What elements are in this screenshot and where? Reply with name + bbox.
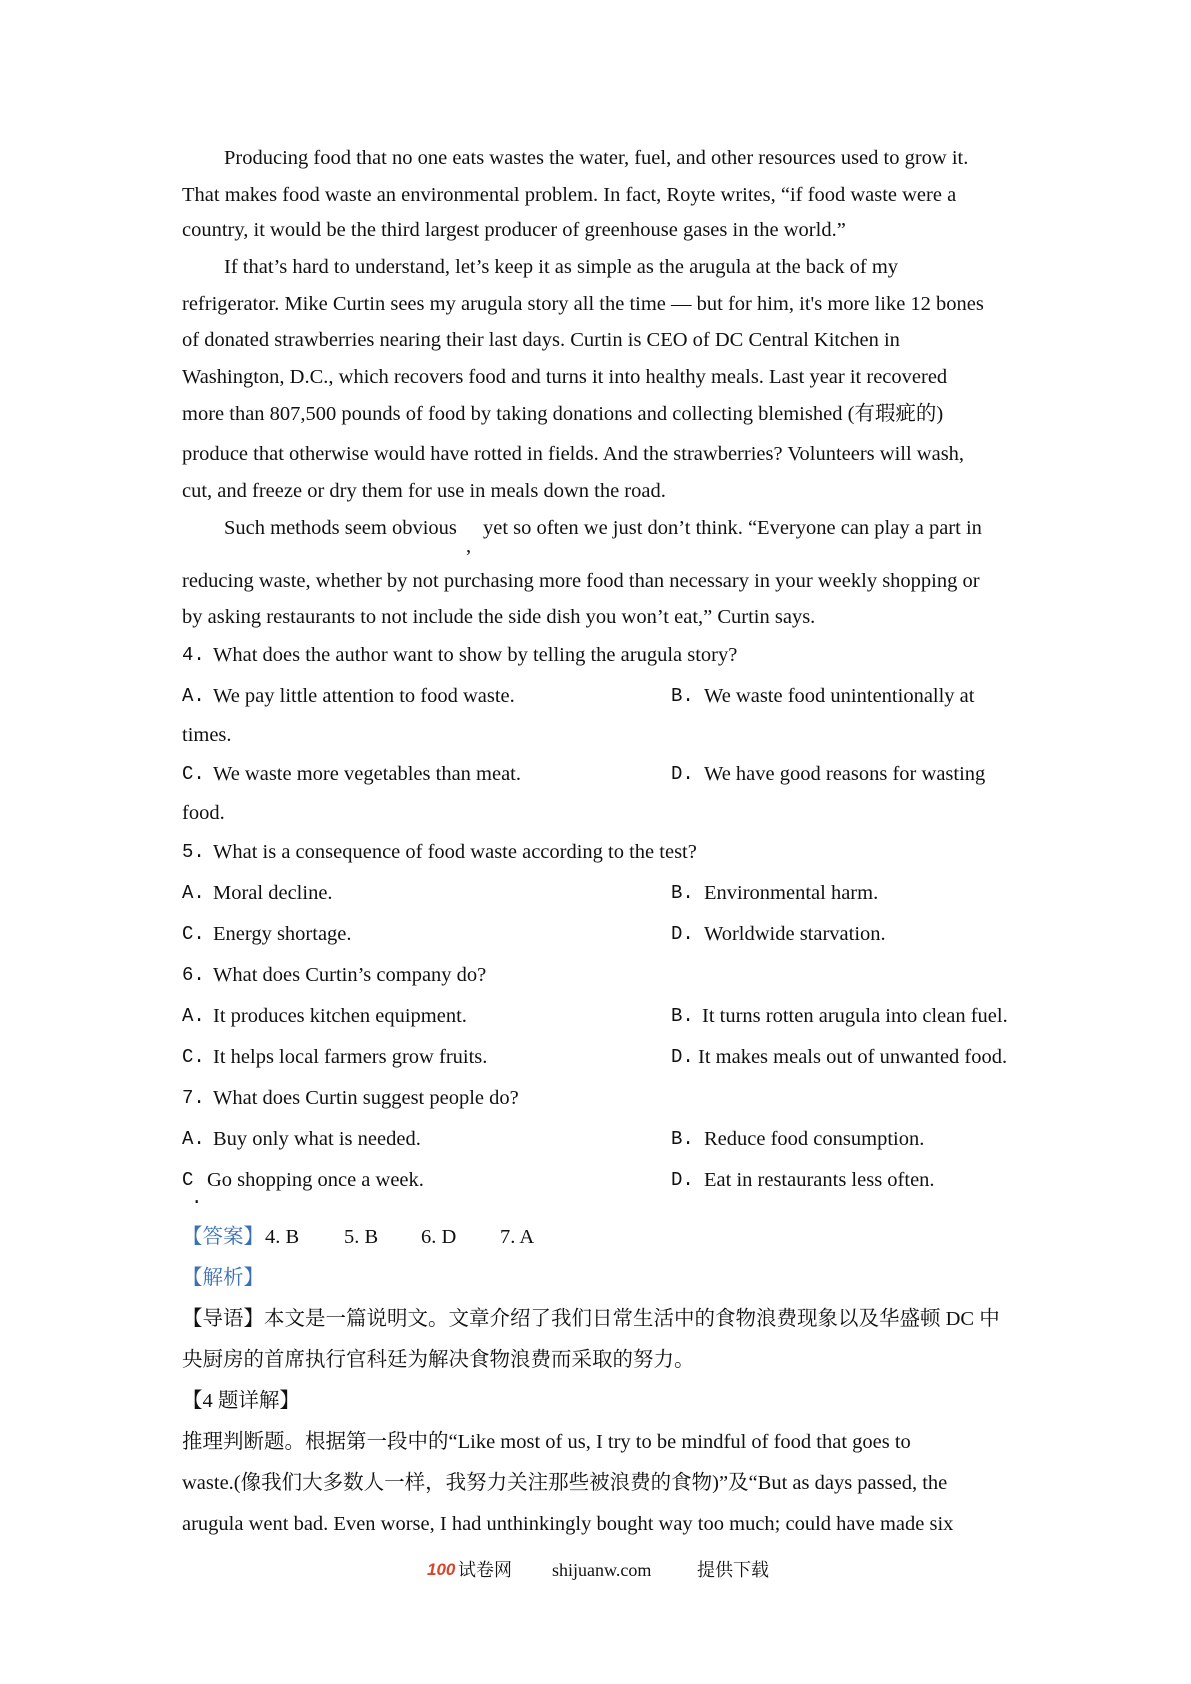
- question-text: What does Curtin’s company do?: [213, 964, 487, 986]
- displaced-comma: ,: [466, 535, 472, 557]
- passage-line: of donated strawberries nearing their last days. Curtin is CEO of DC Central Kitchen in: [182, 329, 900, 351]
- option-text: We waste more vegetables than meat.: [213, 763, 522, 785]
- option-letter: A.: [182, 1128, 205, 1150]
- option-letter: A.: [182, 1005, 205, 1027]
- option-text: Eat in restaurants less often.: [704, 1169, 935, 1191]
- question-number: 4.: [182, 644, 205, 666]
- option-text: Energy shortage.: [213, 923, 352, 945]
- passage-line: That makes food waste an environmental problem. In fact, Royte writes, “if food waste were a: [182, 184, 957, 206]
- question-number: 5.: [182, 841, 205, 863]
- question-number: 6.: [182, 964, 205, 986]
- passage-line: country, it would be the third largest producer of greenhouse gases in the world.”: [182, 219, 846, 241]
- option-letter-mark: .: [191, 1187, 203, 1209]
- option-text: It produces kitchen equipment.: [213, 1005, 467, 1027]
- option-text: Environmental harm.: [704, 882, 879, 904]
- option-letter: C: [182, 1169, 194, 1191]
- option-text: We have good reasons for wasting: [704, 763, 986, 785]
- passage-line: Producing food that no one eats wastes the water, fuel, and other resources used to grow it.: [224, 147, 969, 169]
- option-text: We pay little attention to food waste.: [213, 685, 515, 707]
- detail-line: waste.(像我们大多数人一样，我努力关注那些被浪费的食物)”及“But as days passed, the: [182, 1472, 948, 1494]
- intro-line: [182, 1307, 1000, 1331]
- passage-line: Washington, D.C., which recovers food and turns it into healthy meals. Last year it recovered: [182, 366, 948, 388]
- detail-label: 【4 题详解】: [182, 1390, 300, 1412]
- option-letter: B.: [671, 1128, 694, 1150]
- passage-line: yet so often we just don’t think. “Everyone can play a part in: [483, 517, 982, 539]
- option-text: Buy only what is needed.: [213, 1128, 421, 1150]
- passage-line: refrigerator. Mike Curtin sees my arugula story all the time — but for him, it's more like 12 bones: [182, 293, 984, 315]
- option-text: We waste food unintentionally at: [704, 685, 975, 707]
- option-letter: D.: [671, 1046, 694, 1068]
- option-letter: D.: [671, 763, 694, 785]
- analysis-label: 【解析】: [182, 1267, 264, 1289]
- passage-line: Such methods seem obvious: [224, 517, 457, 539]
- option-letter: C.: [182, 1046, 205, 1068]
- intro-label: 【导语】: [182, 1308, 264, 1330]
- passage-line: reducing waste, whether by not purchasing more food than necessary in your weekly shopping or: [182, 570, 980, 592]
- option-text: It helps local farmers grow fruits.: [213, 1046, 488, 1068]
- detail-line: 推理判断题。根据第一段中的“Like most of us, I try to be mindful of food that goes to: [182, 1431, 911, 1453]
- option-letter: D.: [671, 923, 694, 945]
- passage-line: more than 807,500 pounds of food by taking donations and collecting blemished (有瑕疵的): [182, 403, 944, 425]
- option-letter: A.: [182, 882, 205, 904]
- question-text: What does Curtin suggest people do?: [213, 1087, 519, 1109]
- option-text: It makes meals out of unwanted food.: [698, 1046, 1008, 1068]
- answer-item: 5. B: [344, 1226, 379, 1248]
- option-letter: A.: [182, 685, 205, 707]
- question-text: What is a consequence of food waste according to the test?: [213, 841, 697, 863]
- intro-line: 央厨房的首席执行官科廷为解决食物浪费而采取的努力。: [182, 1349, 695, 1371]
- option-letter: C.: [182, 923, 205, 945]
- option-letter: D.: [671, 1169, 694, 1191]
- detail-line: arugula went bad. Even worse, I had unthinkingly bought way too much; could have made six: [182, 1513, 954, 1535]
- answer-item: 7. A: [500, 1226, 535, 1248]
- answer-label: 【答案】: [182, 1226, 264, 1248]
- question-text: What does the author want to show by telling the arugula story?: [213, 644, 738, 666]
- option-text-continued: times.: [182, 724, 232, 746]
- option-text-continued: food.: [182, 802, 225, 824]
- option-letter: B.: [671, 685, 694, 707]
- option-text: Reduce food consumption.: [704, 1128, 925, 1150]
- option-letter: B.: [671, 882, 694, 904]
- passage-line: by asking restaurants to not include the side dish you won’t eat,” Curtin says.: [182, 606, 816, 628]
- passage-line: produce that otherwise would have rotted in fields. And the strawberries? Volunteers will wash,: [182, 443, 965, 465]
- question-number: 7.: [182, 1087, 205, 1109]
- passage-line: cut, and freeze or dry them for use in meals down the road.: [182, 480, 666, 502]
- option-text: Moral decline.: [213, 882, 333, 904]
- option-letter: B.: [671, 1005, 694, 1027]
- answer-item: 6. D: [421, 1226, 457, 1248]
- intro-text: 本文是一篇说明文。文章介绍了我们日常生活中的食物浪费现象以及华盛顿 DC 中: [264, 1308, 1000, 1330]
- site-logo: 100: [427, 1560, 456, 1579]
- option-text: It turns rotten arugula into clean fuel.: [702, 1005, 1008, 1027]
- option-text: Worldwide starvation.: [704, 923, 886, 945]
- site-logo-text: 试卷网: [458, 1560, 512, 1580]
- option-letter: C.: [182, 763, 205, 785]
- site-url: shijuanw.com: [552, 1560, 652, 1580]
- footer-note: 提供下载: [697, 1560, 769, 1580]
- option-text: Go shopping once a week.: [207, 1169, 424, 1191]
- answer-item: 4. B: [265, 1226, 300, 1248]
- passage-line: If that’s hard to understand, let’s keep it as simple as the arugula at the back of my: [224, 256, 899, 278]
